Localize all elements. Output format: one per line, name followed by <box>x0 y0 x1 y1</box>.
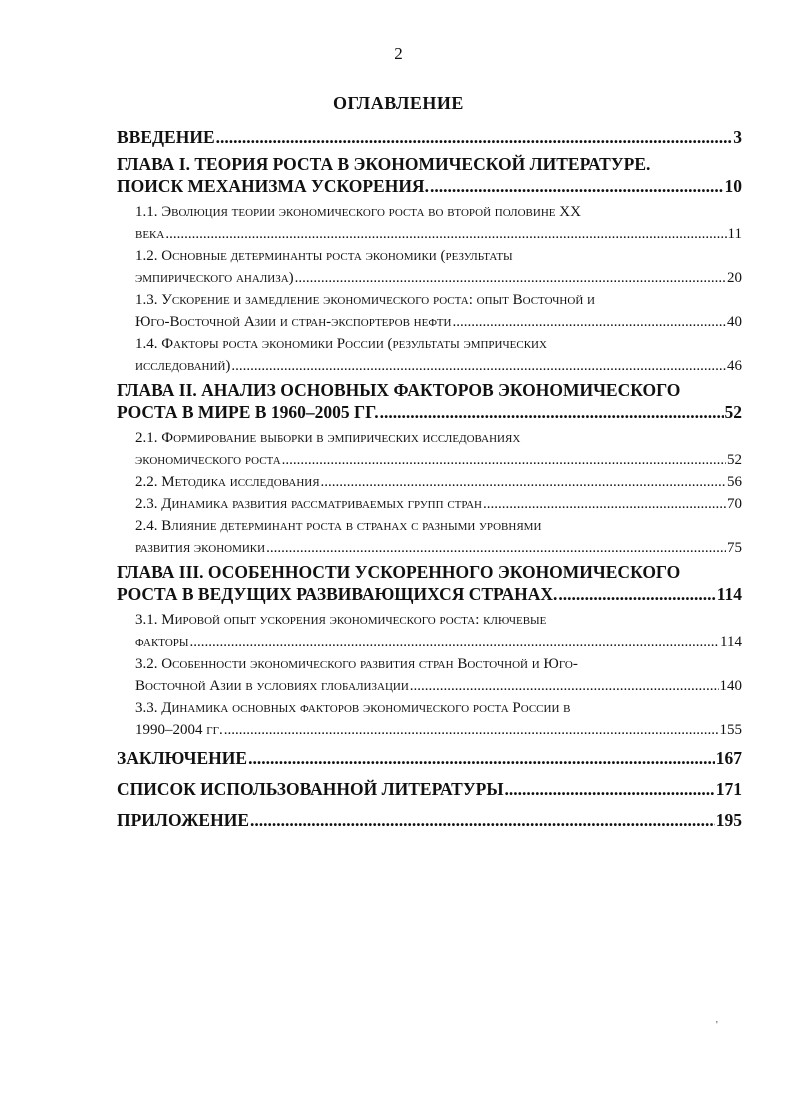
toc-entry-title-line1: 3.2. Особенности экономического развития стран Восточной и Юго- <box>135 656 578 672</box>
toc-entry-title-line2: века <box>135 226 165 242</box>
toc-entry-section-1-4[interactable] <box>117 333 742 377</box>
toc-entry-section-1-2[interactable] <box>117 245 742 289</box>
toc-entry-page: 114 <box>720 634 742 650</box>
toc-entry-title-line2: Восточной Азии в условиях глобализации <box>135 678 409 694</box>
toc-entry-title: ВВЕДЕНИЕ <box>117 127 215 147</box>
toc-entry-section-1-1[interactable] <box>117 201 742 245</box>
toc-entry-title-line2: развития экономики <box>135 540 266 556</box>
toc-entry-section-3-2[interactable] <box>117 653 742 697</box>
toc-entry-title: СПИСОК ИСПОЛЬЗОВАННОЙ ЛИТЕРАТУРЫ <box>117 779 504 799</box>
toc-entry-title-line1: 1.1. Эволюция теории экономического роста во второй половине XX <box>135 204 581 220</box>
toc-entry-page: 140 <box>719 678 742 694</box>
toc-entry-title-line1: 1.2. Основные детерминанты роста экономики (результаты <box>135 248 513 264</box>
toc-entry-page: 11 <box>727 226 742 242</box>
dot-leader <box>321 471 726 493</box>
dot-leader <box>231 355 726 377</box>
toc-entry-title: 2.3. Динамика развития рассматриваемых групп стран <box>135 496 482 512</box>
toc-entry-title: ПРИЛОЖЕНИЕ <box>117 810 250 830</box>
toc-entry-title-line2: исследований) <box>135 358 231 374</box>
toc-entry-section-3-3[interactable] <box>117 697 742 741</box>
toc-title: ОГЛАВЛЕНИЕ <box>333 93 464 113</box>
toc-entry-title-line1: ГЛАВА III. ОСОБЕННОСТИ УСКОРЕННОГО ЭКОНОМИЧЕСКОГО <box>117 562 681 582</box>
toc-entry-title-line1: ГЛАВА I. ТЕОРИЯ РОСТА В ЭКОНОМИЧЕСКОЙ ЛИТЕРАТУРЕ. <box>117 154 651 174</box>
toc-entry-page: 167 <box>715 748 742 768</box>
toc-entry-title: ЗАКЛЮЧЕНИЕ <box>117 748 248 768</box>
dot-leader <box>282 449 726 471</box>
page-number: 2 <box>394 44 403 63</box>
toc-entry-title-line1: ГЛАВА II. АНАЛИЗ ОСНОВНЫХ ФАКТОРОВ ЭКОНОМИЧЕСКОГО <box>117 380 681 400</box>
toc-entry-page: 10 <box>724 176 742 196</box>
toc-entry-conclusion[interactable] <box>117 747 742 770</box>
dot-leader <box>483 493 726 515</box>
toc-entry-page: 20 <box>727 270 742 286</box>
toc-entry-title-line1: 1.4. Факторы роста экономики России (результаты эмпрических <box>135 336 547 352</box>
toc-entry-chapter-3[interactable] <box>117 561 742 605</box>
dot-leader <box>250 809 715 832</box>
toc-entry-page: 70 <box>727 496 742 512</box>
table-of-contents <box>117 126 742 840</box>
toc-entry-section-3-1[interactable] <box>117 609 742 653</box>
toc-entry-section-2-1[interactable] <box>117 427 742 471</box>
toc-entry-title: 2.2. Методика исследования <box>135 474 320 490</box>
toc-entry-title-line2: 1990–2004 гг. <box>135 722 223 738</box>
toc-entry-title-line1: 2.4. Влияние детерминант роста в странах с разными уровнями <box>135 518 542 534</box>
toc-entry-title-line1: 3.3. Динамика основных факторов экономического роста России в <box>135 700 571 716</box>
toc-entry-page: 46 <box>727 358 742 374</box>
toc-entry-title-line2: эмпирического анализа) <box>135 270 294 286</box>
toc-entry-section-2-4[interactable] <box>117 515 742 559</box>
dot-leader <box>410 675 719 697</box>
scan-speck-mark: ' <box>716 1020 718 1031</box>
toc-entry-page: 114 <box>716 584 742 604</box>
toc-entry-page: 52 <box>724 402 742 422</box>
toc-entry-page: 75 <box>727 540 742 556</box>
toc-entry-section-2-3[interactable] <box>117 493 742 515</box>
toc-entry-title-line2: Юго-Восточной Азии и стран-экспортеров нефти <box>135 314 452 330</box>
toc-entry-page: 3 <box>733 127 742 147</box>
dot-leader <box>380 401 724 423</box>
toc-entry-page: 52 <box>727 452 742 468</box>
toc-entry-chapter-1[interactable] <box>117 153 742 197</box>
dot-leader <box>216 126 733 149</box>
toc-entry-page: 155 <box>719 722 742 738</box>
dot-leader <box>295 267 726 289</box>
toc-entry-appendix[interactable] <box>117 809 742 832</box>
toc-entry-page: 40 <box>727 314 742 330</box>
dot-leader <box>558 583 715 605</box>
toc-entry-chapter-2[interactable] <box>117 379 742 423</box>
toc-entry-title-line2: ПОИСК МЕХАНИЗМА УСКОРЕНИЯ. <box>117 176 429 196</box>
dot-leader <box>505 778 715 801</box>
toc-entry-title-line2: РОСТА В ВЕДУЩИХ РАЗВИВАЮЩИХСЯ СТРАНАХ. <box>117 584 558 604</box>
toc-entry-section-2-2[interactable] <box>117 471 742 493</box>
toc-entry-title-line1: 2.1. Формирование выборки в эмпирических исследованиях <box>135 430 521 446</box>
dot-leader <box>165 223 726 245</box>
dot-leader <box>248 747 715 770</box>
toc-entry-title-line2: факторы <box>135 634 189 650</box>
dot-leader <box>190 631 720 653</box>
toc-entry-title-line2: экономического роста <box>135 452 281 468</box>
toc-entry-title-line1: 1.3. Ускорение и замедление экономического роста: опыт Восточной и <box>135 292 595 308</box>
dot-leader <box>224 719 719 741</box>
dot-leader <box>430 175 724 197</box>
dot-leader <box>266 537 726 559</box>
toc-entry-page: 56 <box>727 474 742 490</box>
toc-entry-page: 171 <box>715 779 742 799</box>
toc-entry-section-1-3[interactable] <box>117 289 742 333</box>
toc-entry-introduction[interactable] <box>117 126 742 149</box>
dot-leader <box>452 311 726 333</box>
toc-entry-title-line2: РОСТА В МИРЕ В 1960–2005 ГГ. <box>117 402 379 422</box>
toc-entry-references[interactable] <box>117 778 742 801</box>
toc-entry-title-line1: 3.1. Мировой опыт ускорения экономического роста: ключевые <box>135 612 547 628</box>
toc-entry-page: 195 <box>715 810 742 830</box>
